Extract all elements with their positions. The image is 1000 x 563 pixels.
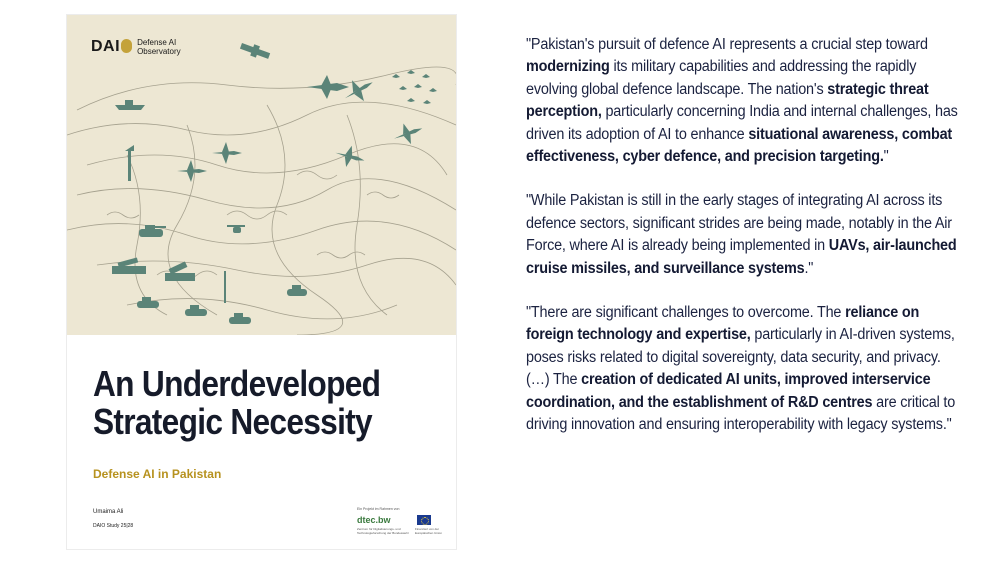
- quote-2: [526, 190, 963, 280]
- tank-icon: [229, 313, 251, 324]
- logo-sub: Observatory: [137, 47, 181, 56]
- quote-text: its military capabilities and addressing the rapidly evolving global defence landscape. The nation's: [526, 58, 917, 98]
- quote-text: particularly in AI-driven systems, poses risks related to digital sovereignty, data security, and privacy. (…) The: [526, 326, 955, 389]
- study-number: DAIO Study 25|28: [93, 523, 134, 529]
- quote-text: "While Pakistan is still in the early stages of integrating AI across its defence sectors, significant strides are being made, notably in the Air Force, where AI is already being implemented in: [526, 192, 952, 255]
- daio-logo: [91, 38, 181, 56]
- partner-description: Zentrum für Digitalisierungs- und Technologieforschung der Bundeswehr: [357, 527, 409, 535]
- jet-icon: [307, 75, 349, 99]
- dtec-logo: dtec.bw: [357, 515, 391, 525]
- logo-name: Defense AI: [137, 38, 177, 47]
- quote-text: .": [804, 259, 814, 277]
- quote-emphasis: reliance on foreign technology and expertise,: [526, 304, 920, 344]
- quote-emphasis: UAVs, air-launched cruise missiles, and surveillance systems: [526, 237, 957, 277]
- ship-icon: [115, 100, 145, 110]
- terrain-map-illustration: [67, 15, 456, 335]
- quote-text: particularly concerning India and internal challenges, has driven its adoption of AI to enhance: [526, 103, 958, 143]
- quote-emphasis: modernizing: [526, 58, 610, 76]
- quote-text: "Pakistan's pursuit of defence AI represents a crucial step toward: [526, 36, 928, 53]
- report-cover: [66, 14, 457, 550]
- jet-icon: [333, 142, 368, 171]
- quote-text: are critical to driving innovation and ensuring interoperability with legacy systems.": [526, 393, 956, 434]
- report-title: [93, 365, 401, 441]
- quote-text: ": [883, 148, 889, 166]
- logo-mark: DAI: [91, 38, 132, 56]
- quote-1: [526, 34, 963, 168]
- eu-flag-icon: [417, 515, 431, 525]
- tank-icon: [137, 297, 159, 308]
- quotes-column: [526, 34, 962, 437]
- quote-emphasis: creation of dedicated AI units, improved interservice coordination, and the establishment of R&D centres: [526, 371, 931, 411]
- report-subtitle: Defense AI in Pakistan: [93, 467, 222, 481]
- drone-swarm-icon: [392, 70, 437, 104]
- tank-icon: [139, 225, 166, 237]
- radar-tower-icon: [125, 145, 134, 181]
- eu-label: Finanziert von der Europäischen Union: [415, 527, 443, 535]
- partner-label: Ein Projekt im Rahmen von: [357, 507, 400, 511]
- title-line-1: An Underdeveloped: [93, 363, 381, 404]
- author-name: Umaima Ali: [93, 509, 124, 515]
- helicopter-icon: [227, 225, 245, 233]
- quote-3: [526, 302, 963, 436]
- jet-icon: [177, 160, 207, 182]
- jet-icon: [390, 118, 426, 149]
- title-line-2: Strategic Necessity: [93, 401, 372, 442]
- quote-emphasis: strategic threat perception,: [526, 80, 929, 121]
- jet-icon: [212, 142, 242, 164]
- missile-launcher-icon: [112, 258, 146, 274]
- quote-text: "There are significant challenges to overcome. The: [526, 304, 846, 322]
- tank-icon: [287, 285, 307, 296]
- antenna-icon: [224, 271, 226, 303]
- logo-text: [137, 38, 181, 56]
- satellite-icon: [239, 40, 271, 62]
- cover-illustration: [67, 15, 456, 335]
- quote-emphasis: situational awareness, combat effectiveness, cyber defence, and precision targeting.: [526, 125, 953, 166]
